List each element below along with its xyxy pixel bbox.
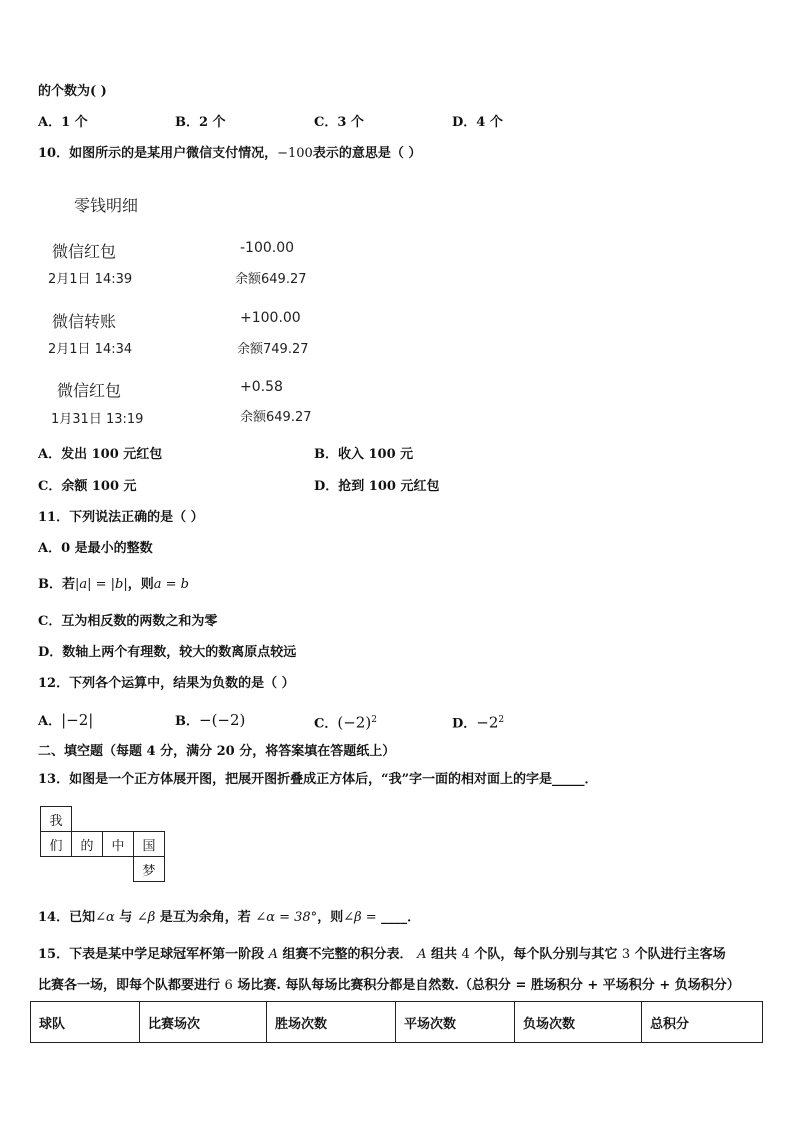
q14-eq2: ∠β = (343, 910, 377, 925)
q11-option-a: A．0 是最小的整数 (38, 541, 153, 556)
table-row (31, 1002, 763, 1043)
net-cell-bottom: 梦 (134, 857, 165, 882)
table-header-wins: 胜场次数 (267, 1002, 396, 1043)
q9-option-d: D．4 个 (452, 115, 503, 130)
q12-option-a (38, 712, 93, 730)
q12-option-c-sup: 2 (371, 715, 377, 725)
wallet-entry-1-amount: -100.00 (240, 240, 295, 256)
q11-option-c: C．互为相反数的两数之和为零 (38, 614, 218, 629)
table-header-total: 总积分 (642, 1002, 763, 1043)
q9-option-a: A．1 个 (38, 115, 88, 130)
wallet-title: 零钱明细 (74, 196, 139, 215)
q14-angle-beta: ∠β (136, 910, 156, 925)
q14-pre: 14．已知 (38, 910, 96, 925)
q10-stem-b: 表示的意思是（ ） (312, 146, 422, 161)
q12-stem: 12．下列各个运算中，结果为负数的是（ ） (38, 676, 295, 691)
q12-option-d-label: D． (452, 716, 477, 732)
q12-option-a-expr: |−2| (61, 711, 94, 729)
q11-stem: 11．下列说法正确的是（ ） (38, 510, 204, 525)
q14-tail: ____． (376, 910, 421, 925)
q12-option-d (452, 712, 504, 732)
table-header-team: 球队 (31, 1002, 140, 1043)
q9-option-c: C．3 个 (314, 115, 364, 130)
cube-net (40, 806, 165, 882)
q15-line-1 (38, 947, 726, 963)
q10-option-c: C．余额 100 元 (38, 479, 137, 494)
score-table (30, 1001, 763, 1043)
q11-option-b-eq: a = b (153, 577, 189, 592)
q12-option-b-expr: −(−2) (199, 711, 246, 729)
wallet-entry-2-amount: +100.00 (240, 310, 301, 326)
q14-stem (38, 910, 420, 926)
wallet-entry-1-name: 微信红包 (52, 242, 117, 261)
q12-option-b (175, 712, 245, 730)
q15-line1-pre: 15．下表是某中学足球冠军杯第一阶段 (38, 947, 269, 962)
wallet-entry-3-balance: 余额649.27 (240, 410, 312, 425)
table-header-matches: 比赛场次 (140, 1002, 267, 1043)
q15-line1-mid: 组赛不完整的积分表． (278, 947, 418, 962)
q15-line-2 (38, 978, 740, 994)
wallet-entry-1-time: 2月1日 14:39 (48, 272, 133, 287)
q15-n4: 4 (461, 947, 470, 962)
q10-stem-a: 10．如图所示的是某用户微信支付情况， (38, 146, 278, 161)
q12-option-a-label: A． (38, 714, 62, 729)
q15-line2-pre: 比赛各一场，即每个队都要进行 (38, 978, 225, 993)
q11-option-b-pre: B．若 (38, 577, 75, 592)
wallet-entry-1-balance: 余额649.27 (235, 272, 307, 287)
net-cell-top: 我 (41, 807, 72, 832)
q10-option-a: A．发出 100 元红包 (38, 447, 163, 462)
q9-tail: 的个数为( ) (38, 84, 107, 99)
q15-line1-mid2: 组共 (426, 947, 462, 962)
q15-line2-tail: 场比赛. 每队每场比赛积分都是自然数.（总积分 = 胜场积分 + 平场积分 + 负场积分） (232, 978, 740, 993)
q14-mid3: ，则 (317, 910, 344, 925)
q15-line1-tail: 个队进行主客场 (630, 947, 726, 962)
table-header-losses: 负场次数 (515, 1002, 642, 1043)
q10-option-d: D．抢到 100 元红包 (314, 479, 440, 494)
q15-line1-mid3: 个队，每个队分别与其它 (469, 947, 622, 962)
net-cell-middle-4: 国 (134, 832, 165, 857)
q12-option-c-label: C． (314, 716, 338, 732)
q12-option-d-sup: 2 (498, 715, 505, 725)
q14-eq1: ∠α = 38° (255, 910, 318, 925)
q15-group-a-2: A (417, 947, 427, 962)
q10-stem-value: −100 (277, 146, 313, 161)
q11-option-b-abs: |a| = |b| (75, 577, 128, 592)
table-header-draws: 平场次数 (396, 1002, 515, 1043)
q14-angle-alpha: ∠α (95, 910, 115, 925)
wallet-entry-3-time: 1月31日 13:19 (51, 412, 144, 427)
q11-option-b (38, 577, 189, 593)
q10-stem (38, 146, 421, 162)
net-cell-middle-1: 们 (41, 832, 72, 857)
wallet-entry-3-name: 微信红包 (57, 381, 122, 400)
q13-stem: 13．如图是一个正方体展开图，把展开图折叠成正方体后，“我”字一面的相对面上的字是_____． (38, 772, 598, 787)
q10-option-b: B．收入 100 元 (314, 447, 414, 462)
net-cell-middle-3: 中 (103, 832, 134, 857)
q15-group-a-1: A (268, 947, 279, 962)
wallet-entry-3-amount: +0.58 (240, 379, 283, 395)
q11-option-b-mid: ，则 (127, 577, 154, 592)
section-2-heading: 二、填空题（每题 4 分，满分 20 分，将答案填在答题纸上） (38, 744, 396, 759)
q14-mid1: 与 (114, 910, 137, 925)
q9-option-b: B．2 个 (175, 115, 226, 130)
wallet-entry-2-time: 2月1日 14:34 (48, 342, 133, 357)
q12-option-c (314, 712, 377, 732)
net-cell-middle-2: 的 (72, 832, 103, 857)
q11-option-d: D．数轴上两个有理数，较大的数离原点较远 (38, 645, 297, 660)
wallet-entry-2-name: 微信转账 (52, 312, 117, 331)
q12-option-b-label: B． (175, 714, 199, 729)
wallet-entry-2-balance: 余额749.27 (237, 342, 309, 357)
q15-n6: 6 (224, 978, 233, 993)
q12-option-d-expr: −2 (476, 713, 499, 732)
q14-mid2: 是互为余角，若 (155, 910, 256, 925)
q12-option-c-expr: (−2) (337, 713, 372, 732)
q15-n3: 3 (621, 947, 631, 962)
